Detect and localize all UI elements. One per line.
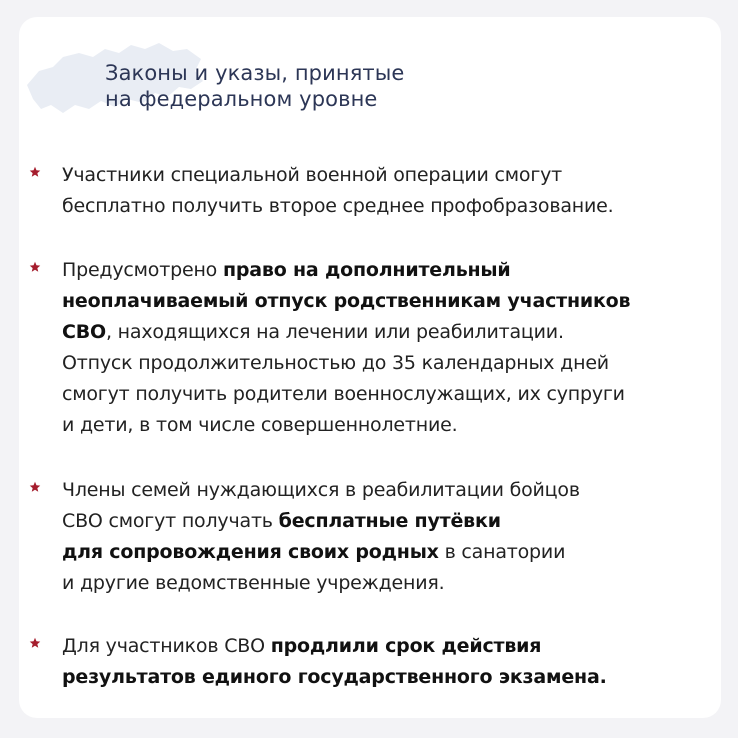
text-line	[62, 286, 712, 317]
regular-text: Члены семей нуждающихся в реабилитации бойцов	[62, 479, 580, 501]
text-line	[62, 537, 712, 568]
bold-text: результатов единого государственного экзамена.	[62, 666, 607, 688]
star-bullet-icon	[29, 637, 41, 649]
bold-text: для сопровождения своих родных	[62, 541, 439, 563]
text-line	[62, 662, 712, 693]
regular-text: Для участников СВО	[62, 635, 271, 657]
star-bullet-icon	[29, 166, 41, 178]
regular-text: и дети, в том числе совершеннолетние.	[62, 414, 458, 436]
bold-text: бесплатные путёвки	[278, 510, 501, 532]
regular-text: , находящихся на лечении или реабилитации.	[105, 321, 564, 343]
page-title-line-2: на федеральном уровне	[105, 87, 378, 111]
text-line	[62, 317, 712, 348]
regular-text: Участники специальной военной операции смогут	[62, 164, 563, 186]
regular-text: бесплатно получить второе среднее профобразование.	[62, 195, 614, 217]
text-line	[62, 348, 712, 379]
text-line	[62, 475, 712, 506]
regular-text: и другие ведомственные учреждения.	[62, 572, 445, 594]
text-line	[62, 506, 712, 537]
bold-text: СВО	[62, 321, 106, 343]
info-card	[19, 17, 721, 718]
regular-text: СВО смогут получать	[62, 510, 279, 532]
text-line	[62, 191, 712, 222]
regular-text: в санатории	[438, 541, 566, 563]
regular-text: Отпуск продолжительностью до 35 календарных дней	[62, 352, 609, 374]
regular-text: Предусмотрено	[62, 259, 223, 281]
list-item-text	[62, 475, 712, 599]
text-line	[62, 631, 712, 662]
list-item-text	[62, 255, 712, 441]
star-bullet-icon	[29, 261, 41, 273]
bold-text: неоплачиваемый отпуск родственникам участников	[62, 290, 631, 312]
page-title-line-1: Законы и указы, принятые	[105, 61, 405, 85]
list-item-text	[62, 160, 712, 222]
text-line	[62, 410, 712, 441]
bold-text: право на дополнительный	[222, 259, 511, 281]
page-title	[105, 60, 404, 112]
text-line	[62, 160, 712, 191]
bold-text: продлили срок действия	[270, 635, 542, 657]
text-line	[62, 568, 712, 599]
text-line	[62, 255, 712, 286]
regular-text: смогут получить родители военнослужащих, их супруги	[62, 383, 625, 405]
text-line	[62, 379, 712, 410]
list-item-text	[62, 631, 712, 693]
star-bullet-icon	[29, 481, 41, 493]
